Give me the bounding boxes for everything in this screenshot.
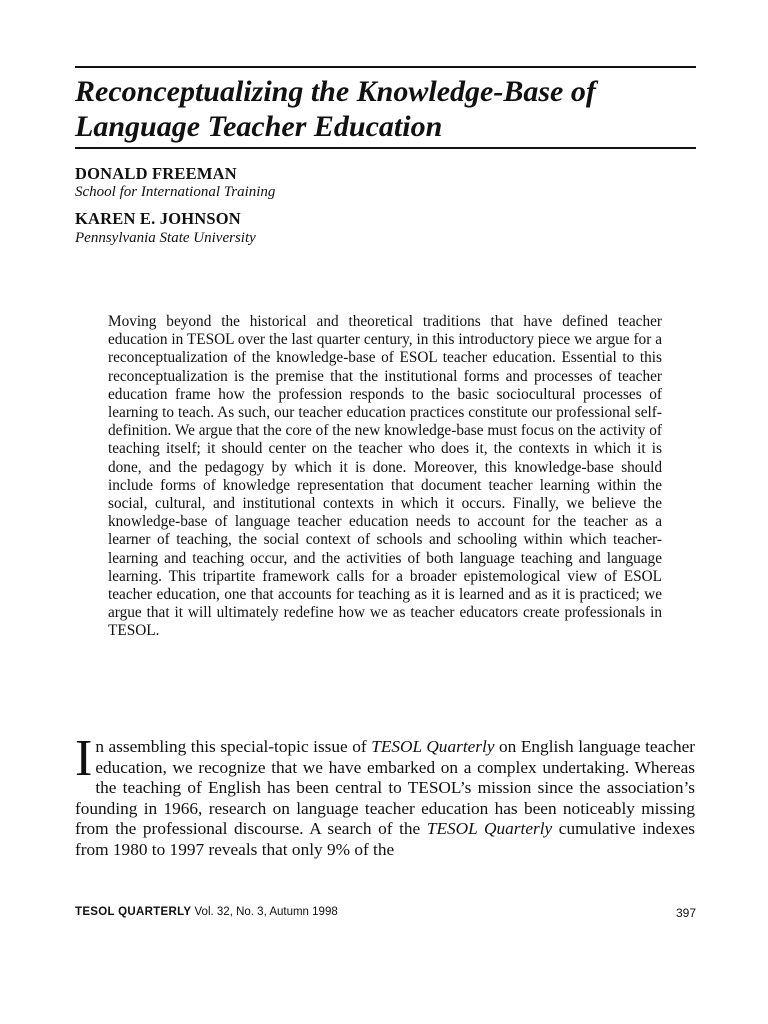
body-text-segment: n assembling this special-topic issue of bbox=[95, 737, 372, 756]
top-rule bbox=[75, 66, 696, 68]
body-text-segment: cumulative indexes from 1980 to 1997 reveals that only 9% of the bbox=[75, 819, 695, 859]
article-title bbox=[75, 74, 715, 144]
title-line-1: Reconceptualizing the Knowledge-Base of bbox=[75, 75, 596, 108]
author-name-1: DONALD FREEMAN bbox=[75, 164, 237, 183]
footer-journal-name: TESOL QUARTERLY bbox=[75, 906, 192, 918]
abstract: Moving beyond the historical and theoretical traditions that have defined teacher education in TESOL over the last quarter century, in this introductory piece we argue for a reconceptualization of the knowledge-base of ESOL teacher education. Essential to this reconceptualization is the premise that the institutional forms and processes of teacher education frame how the profession responds to the basic sociocultural processes of learning to teach. As such, our teacher education practices constitute our professional self-definition. We argue that the core of the new knowledge-base must focus on the activity of teaching itself; it should center on the teacher who does it, the contexts in which it is done, and the pedagogy by which it is done. Moreover, this knowledge-base should include forms of knowledge representation that document teacher learning within the social, cultural, and institutional contexts in which it occurs. Finally, we believe the knowledge-base of language teacher education needs to account for the teacher as a learner of teaching, the social context of schools and schooling within which teacher-learning and teaching occur, and the activities of both language teaching and language learning. This tripartite framework calls for a broader epistemological view of ESOL teacher education, one that accounts for teaching as it is learned and as it is practiced; we argue that it will ultimately redefine how we as teacher educators create professionals in TESOL. bbox=[108, 313, 662, 640]
author-name-2: KAREN E. JOHNSON bbox=[75, 209, 241, 228]
page-number: 397 bbox=[675, 906, 696, 920]
drop-cap: I bbox=[75, 730, 93, 787]
body-paragraph bbox=[75, 730, 696, 860]
author-affiliation-1: School for International Training bbox=[75, 184, 276, 200]
journal-name-italic: TESOL Quarterly bbox=[426, 819, 553, 838]
author-affiliation-2: Pennsylvania State University bbox=[75, 230, 256, 246]
page-footer bbox=[75, 906, 696, 922]
footer-issue-info: Vol. 32, No. 3, Autumn 1998 bbox=[191, 906, 338, 918]
body-text-segment: on English language teacher education, we recognize that we have embarked on a complex undertaking. Whereas the teaching of English has been central to TESOL’s mission since the association’s founding in 1966, research on language teacher education has been noticeably missing from the professional discourse. A search of the bbox=[75, 737, 696, 838]
title-bottom-rule bbox=[75, 147, 696, 149]
title-line-2: Language Teacher Education bbox=[75, 110, 443, 143]
journal-name-italic: TESOL Quarterly bbox=[371, 737, 495, 756]
